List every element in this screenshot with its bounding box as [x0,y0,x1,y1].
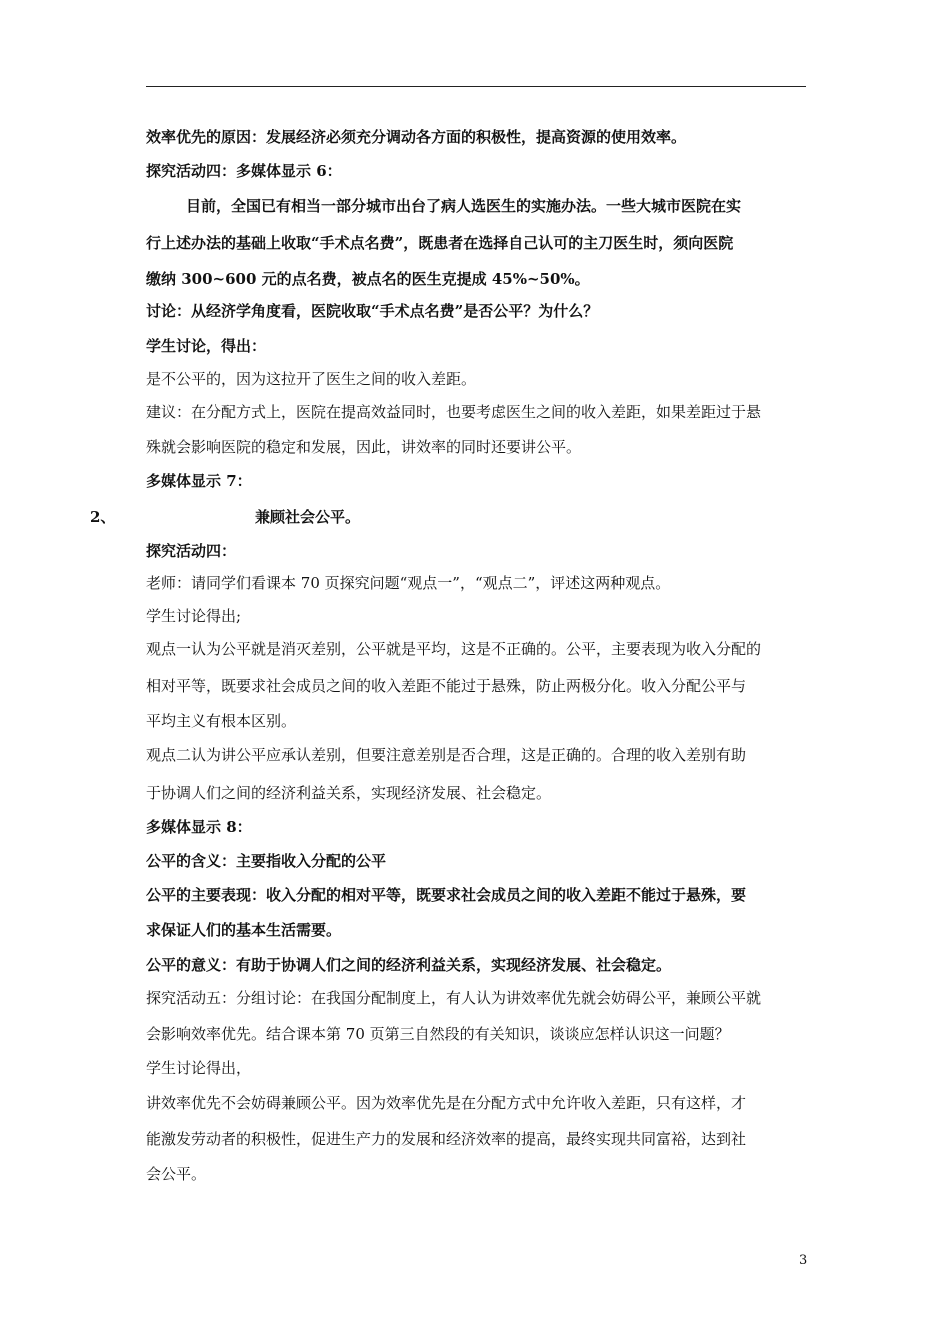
paragraph-line: 探究活动五：分组讨论：在我国分配制度上，有人认为讲效率优先就会妨碍公平，兼顾公平就 [146,989,762,1007]
paragraph-line: 探究活动四： [146,542,237,560]
paragraph-line: 平均主义有根本区别。 [146,712,297,730]
paragraph-line: 于协调人们之间的经济利益关系，实现经济发展、社会稳定。 [146,784,552,802]
paragraph-line: 行上述办法的基础上收取“手术点名费”，既患者在选择自己认可的主刀医生时，须向医院 [146,234,734,252]
paragraph-line: 会公平。 [146,1165,207,1183]
paragraph-line: 观点一认为公平就是消灭差别，公平就是平均，这是不正确的。公平，主要表现为收入分配的 [146,640,762,658]
paragraph-line: 老师：请同学们看课本 70 页探究问题“观点一”，“观点二”，评述这两种观点。 [146,574,671,592]
paragraph-line: 缴纳 300~600 元的点名费，被点名的医生克提成 45%~50%。 [146,270,590,288]
paragraph-line: 学生讨论得出， [146,1059,252,1077]
paragraph-line: 探究活动四：多媒体显示 6： [146,162,342,180]
paragraph-line: 学生讨论，得出： [146,337,267,355]
paragraph-line: 多媒体显示 8： [146,818,252,836]
page-number: 3 [799,1253,808,1268]
paragraph-line: 殊就会影响医院的稳定和发展，因此，讲效率的同时还要讲公平。 [146,438,582,456]
paragraph-line: 公平的含义：主要指收入分配的公平 [146,852,387,870]
paragraph-line: 是不公平的，因为这拉开了医生之间的收入差距。 [146,370,477,388]
paragraph-line: 会影响效率优先。结合课本第 70 页第三自然段的有关知识，谈谈应怎样认识这一问题？ [146,1025,730,1043]
paragraph-line: 观点二认为讲公平应承认差别，但要注意差别是否合理，这是正确的。合理的收入差别有助 [146,746,747,764]
paragraph-line: 求保证人们的基本生活需要。 [146,921,342,939]
paragraph-line: 建议：在分配方式上，医院在提高效益同时，也要考虑医生之间的收入差距，如果差距过于悬 [146,403,762,421]
section-heading: 兼顾社会公平。 [255,508,361,526]
list-number: 2、 [90,508,116,526]
paragraph-line: 公平的意义：有助于协调人们之间的经济利益关系，实现经济发展、社会稳定。 [146,956,672,974]
paragraph-line: 能激发劳动者的积极性，促进生产力的发展和经济效率的提高，最终实现共同富裕，达到社 [146,1130,747,1148]
paragraph-line: 效率优先的原因：发展经济必须充分调动各方面的积极性，提高资源的使用效率。 [146,128,687,146]
paragraph-line: 讨论：从经济学角度看，医院收取“手术点名费”是否公平？为什么？ [146,302,599,320]
paragraph-line: 相对平等，既要求社会成员之间的收入差距不能过于悬殊，防止两极分化。收入分配公平与 [146,677,747,695]
paragraph-line: 多媒体显示 7： [146,472,252,490]
paragraph-line: 目前，全国已有相当一部分城市出台了病人选医生的实施办法。一些大城市医院在实 [186,197,742,215]
header-rule [146,86,806,87]
paragraph-line: 讲效率优先不会妨碍兼顾公平。因为效率优先是在分配方式中允许收入差距，只有这样，才 [146,1094,747,1112]
paragraph-line: 公平的主要表现：收入分配的相对平等，既要求社会成员之间的收入差距不能过于悬殊，要 [146,886,747,904]
paragraph-line: 学生讨论得出; [146,607,242,625]
